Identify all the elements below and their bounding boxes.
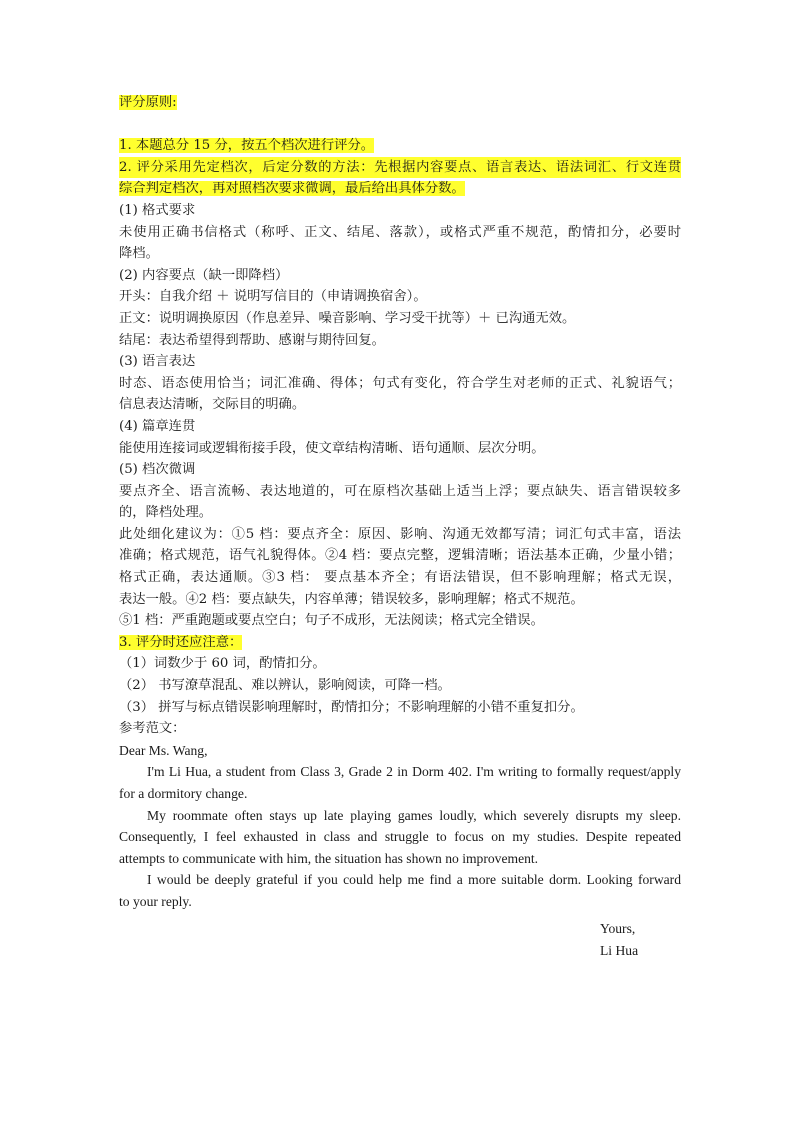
detail-line-4: 表达一般。④2 档：要点缺失，内容单薄；错误较多，影响理解；格式不规范。 bbox=[119, 591, 584, 607]
letter-p3-line-1: I would be deeply grateful if you could help me find a more suitable dorm. Looking forward bbox=[147, 872, 681, 888]
content-opening: 开头：自我介绍 ＋ 说明写信目的（申请调换宿舍）。 bbox=[119, 289, 427, 305]
letter-p1-line-2: for a dormitory change. bbox=[119, 786, 248, 801]
content-body: 正文：说明调换原因（作息差异、噪音影响、学习受干扰等）＋ 已沟通无效。 bbox=[119, 310, 576, 326]
principles-title: 评分原则: bbox=[119, 95, 177, 110]
format-line-2: 降档。 bbox=[119, 246, 159, 262]
sample-heading: 参考范文： bbox=[119, 721, 186, 737]
format-line-1: 未使用正确书信格式（称呼、正文、结尾、落款），或格式严重不规范，酌情扣分，必要时 bbox=[119, 224, 681, 240]
rule-2-line-2: 综合判定档次，再对照档次要求微调，最后给出具体分数。 bbox=[119, 181, 465, 197]
detail-line-3: 格式正确，表达通顺。③3 档： 要点基本齐全；有语法错误，但不影响理解；格式无误， bbox=[119, 570, 681, 586]
blank-line bbox=[119, 114, 681, 136]
adjust-line-2: 的，降档处理。 bbox=[119, 505, 213, 521]
detail-line-2: 准确；格式规范，语气礼貌得体。②4 档：要点完整，逻辑清晰；语法基本正确，少量小错； bbox=[119, 548, 681, 564]
adjust-line-1: 要点齐全、语言流畅、表达地道的，可在原档次基础上适当上浮；要点缺失、语言错误较多 bbox=[119, 483, 681, 499]
letter-p2-line-1: My roommate often stays up late playing games loudly, which severely disrupts my sleep. bbox=[147, 807, 681, 823]
note-3: （3） 拼写与标点错误影响理解时，酌情扣分；不影响理解的小错不重复扣分。 bbox=[119, 699, 584, 715]
letter-salutation: Dear Ms. Wang, bbox=[119, 742, 208, 758]
letter-signature: Li Hua bbox=[600, 943, 639, 958]
coherence-heading: (4) 篇章连贯 bbox=[119, 418, 196, 434]
detail-line-1: 此处细化建议为：①5 档：要点齐全：原因、影响、沟通无效都写清；词汇句式丰富，语法 bbox=[119, 526, 681, 542]
document-content bbox=[119, 92, 681, 913]
content-ending: 结尾：表达希望得到帮助、感谢与期待回复。 bbox=[119, 332, 385, 348]
note-1: （1）词数少于 60 词，酌情扣分。 bbox=[119, 656, 326, 672]
letter-p3-line-2: to your reply. bbox=[119, 893, 192, 909]
language-line-1: 时态、语态使用恰当；词汇准确、得体；句式有变化，符合学生对老师的正式、礼貌语气； bbox=[119, 375, 681, 391]
letter-p2-line-3: attempts to communicate with him, the situation has shown no improvement. bbox=[119, 850, 539, 866]
coherence-line-1: 能使用连接词或逻辑衔接手段，使文章结构清晰、语句通顺、层次分明。 bbox=[119, 440, 545, 456]
adjust-heading: (5) 档次微调 bbox=[119, 462, 196, 478]
content-heading: (2) 内容要点（缺一即降档） bbox=[119, 267, 289, 283]
letter-closing: Yours, bbox=[600, 921, 636, 936]
format-heading: (1) 格式要求 bbox=[119, 202, 196, 218]
language-line-2: 信息表达清晰，交际目的明确。 bbox=[119, 397, 306, 413]
rule-2-line-1: 2. 评分采用先定档次，后定分数的方法：先根据内容要点、语言表达、语法词汇、行文连贯 bbox=[119, 157, 681, 179]
letter-p1-line-1: I'm Li Hua, a student from Class 3, Grade 2 in Dorm 402. I'm writing to formally request/apply bbox=[147, 764, 681, 780]
language-heading: (3) 语言表达 bbox=[119, 354, 196, 370]
detail-line-5: ⑤1 档：严重跑题或要点空白；句子不成形，无法阅读；格式完全错误。 bbox=[119, 613, 544, 629]
note-2: （2） 书写潦草混乱、难以辨认，影响阅读，可降一档。 bbox=[119, 678, 451, 694]
letter-p2-line-2: Consequently, I feel exhausted in class and struggle to focus on my studies. Despite repeated bbox=[119, 829, 681, 845]
rule-1: 1. 本题总分 15 分，按五个档次进行评分。 bbox=[119, 138, 375, 154]
notes-heading: 3. 评分时还应注意： bbox=[119, 634, 243, 650]
